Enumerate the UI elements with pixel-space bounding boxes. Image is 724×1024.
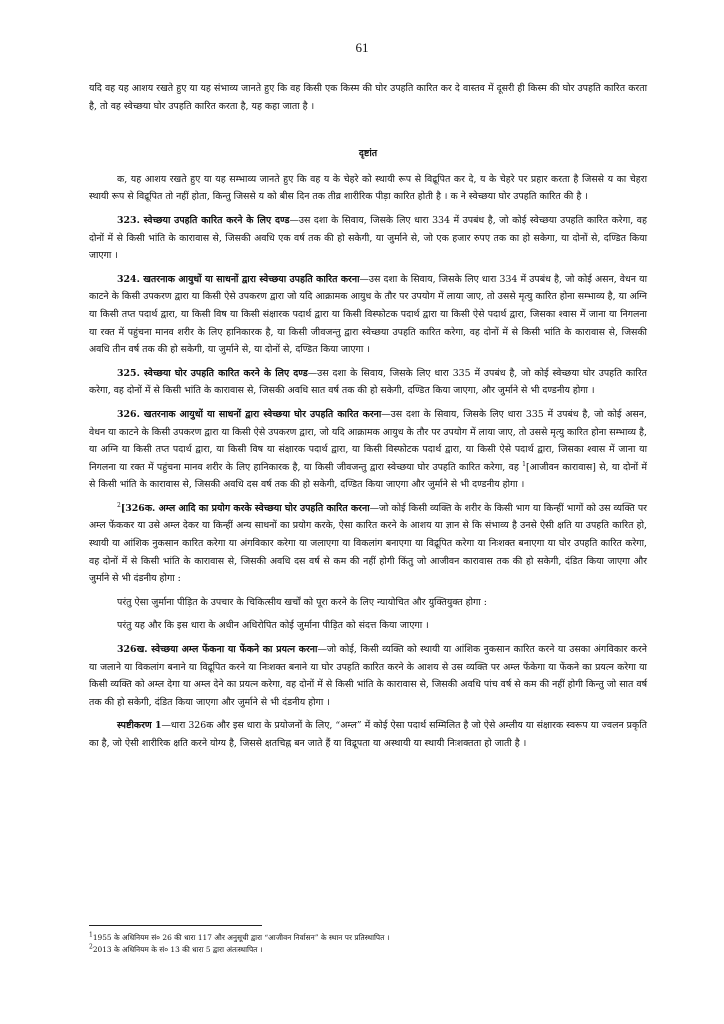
section-324-text: —उस दशा के सिवाय, जिसके लिए धारा 334 में उपबंध है, जो कोई असन, वेधन या काटने के किसी उपकरण द्वारा या किसी ऐसे उपकरण द्वारा जो यदि आक्रामक आयुध के तौर पर उपयोग में लाया जाए, तो उससे मृत्यु कारित होना सम्भाव्य है, या अग्नि या किसी तप्त पदार्थ द्वारा, या किसी विष या किसी संक्षारक पदार्थ द्वारा या किसी विस्फोटक पदार्थ द्वारा या किसी ऐसे पदार्थ द्वारा, जिसका श्वास में जाना या निगलना या रक्त में पहुंचना मानव शरीर के लिए हानिकारक है, या किसी जीवजन्तु द्वारा स्वेच्छया उपहति कारित करेगा, वह दोनों में से किसी भांति के कारावास से, जिसकी अवधि तीन वर्ष तक की हो सकेगी, या जुर्माने से, या दोनों से, दण्डित किया जाएगा । — [89, 273, 647, 356]
section-326a-text: —जो कोई किसी व्यक्ति के शरीर के किसी भाग या किन्हीं भागों को उस व्यक्ति पर अम्ल फेंककर या उसे अम्ल देकर या किन्हीं अन्य साधनों का प्रयोग करके, ऐसा कारित करने के आशय या ज्ञान से कि संभाव्य है उनसे ऐसी क्षति या उपहति कारित हो, स्थायी या आंशिक नुकसान कारित करेगा या अंगविकार करेगा या जलाएगा या विकलांग बनाएगा या विद्रूपित करेगा या निःशक्त बनाएगा या घोर उपहति कारित करेगा, वह दोनों में से किसी भांति के कारावास से, जिसकी अवधि दस वर्ष से कम की नहीं होगी किंतु जो आजीवन कारावास तक की हो सकेगी, दंडित किया जाएगा और जुर्माने से भी दंडनीय होगा : — [89, 502, 647, 585]
section-324-title: 324. खतरनाक आयुधों या साधनों द्वारा स्वेच्छया उपहति कारित करना — [117, 273, 360, 285]
section-326a-proviso-1: परंतु ऐसा जुर्माना पीड़ित के उपचार के चिकित्सीय खर्चों को पूरा करने के लिए न्यायोचित और युक्तियुक्त होगा : — [117, 596, 487, 608]
section-326a-proviso-2: परंतु यह और कि इस धारा के अधीन अधिरोपित कोई जुर्माना पीड़ित को संदत्त किया जाएगा । — [117, 620, 429, 632]
section-326b-explanation — [89, 717, 647, 752]
footnote-2 — [89, 944, 647, 956]
section-326a-title: [326क. अम्ल आदि का प्रयोग करके स्वेच्छया घोर उपहति कारित करना — [120, 502, 370, 514]
page-number: 61 — [355, 40, 369, 55]
section-325-title: 325. स्वेच्छया घोर उपहति कारित करने के लिए दण्ड — [117, 367, 308, 379]
section-323 — [89, 212, 647, 265]
intro-paragraph: यदि वह यह आशय रखते हुए या यह संभाव्य जानते हुए कि वह किसी एक किस्म की घोर उपहति कारित कर दे वास्तव में दूसरी ही किस्म की घोर उपहति कारित करता है, तो वह स्वेच्छया घोर उपहति कारित करता है, यह कहा जाता है । — [89, 83, 647, 112]
explanation-text: —धारा 326क और इस धारा के प्रयोजनों के लिए, “अम्ल” में कोई ऐसा पदार्थ सम्मिलित है जो ऐसे अम्लीय या संक्षारक स्वरूप या ज्वलन प्रकृति का है, जो ऐसी शारीरिक क्षति करने योग्य है, जिससे क्षतचिह्न बन जाते हैं या विद्रूपता या अस्थायी या स्थायी निःशक्तता हो जाती है । — [89, 720, 647, 749]
section-325-text: —उस दशा के सिवाय, जिसके लिए धारा 335 में उपबंध है, जो कोई स्वेच्छया घोर उपहति कारित करेगा, वह दोनों में से किसी भांति के कारावास से, जिसकी अवधि सात वर्ष तक की हो सकेगी, दण्डित किया जाएगा, और जुर्माने से भी दण्डनीय होगा । — [89, 367, 647, 397]
section-324 — [89, 271, 647, 359]
footnote-1 — [89, 932, 647, 944]
section-326 — [89, 406, 647, 494]
section-326-title: 326. खतरनाक आयुधों या साधनों द्वारा स्वेच्छया घोर उपहति कारित करना — [117, 408, 382, 420]
illustration-heading: दृष्टांत — [358, 148, 378, 160]
footnote-divider — [89, 925, 262, 926]
footnote-mark: 1 — [89, 931, 93, 939]
page-body — [89, 80, 647, 759]
section-323-title: 323. स्वेच्छया उपहति कारित करने के लिए दण्ड — [117, 214, 290, 226]
section-323-text: —उस दशा के सिवाय, जिसके लिए धारा 334 में उपबंध है, जो कोई स्वेच्छया उपहति कारित करेगा, वह दोनों में से किसी भांति के कारावास से, जिसकी अवधि एक वर्ष तक की हो सकेगी, या जुर्माने से, जो एक हजार रुपए तक का हो सकेगा, या दोनों से, दण्डित किया जाएगा । — [89, 214, 647, 262]
footnote-text: 1955 के अधिनियम सं० 26 की धारा 117 और अनुसूची द्वारा “आजीवन निर्वासन” के स्थान पर प्रतिस्थापित । — [92, 933, 390, 942]
section-326b-text: —जो कोई, किसी व्यक्ति को स्थायी या आंशिक नुकसान कारित करने या उसका अंगविकार करने या जलाने या विकलांग बनाने या विद्रूपित करने या निःशक्त बनाने या घोर उपहति कारित करने के आशय से उस व्यक्ति पर अम्ल फेंकेगा या फेंकने का प्रयत्न करेगा या किसी व्यक्ति को अम्ल देगा या अम्ल देने का प्रयत्न करेगा, वह दोनों में से किसी भांति के कारावास से, जिसकी अवधि पांच वर्ष से कम की नहीं होगी किन्तु जो सात वर्ष तक की हो सकेगी, दंडित किया जाएगा और जुर्माने से भी दंडनीय होगा । — [89, 644, 647, 708]
section-326b — [89, 641, 647, 711]
section-326b-title: 326ख. स्वेच्छया अम्ल फेंकना या फेंकने का प्रयत्न करना — [117, 644, 318, 656]
section-326a — [89, 500, 647, 588]
section-326-text-a: —उस दशा के सिवाय, जिसके लिए धारा 335 में उपबंध है, जो कोई असन, वेधन या काटने के किसी उपकरण द्वारा या किसी ऐसे उपकरण द्वारा, जो यदि आक्रामक आयुध के तौर पर उपयोग में लाया जाए, तो उससे मृत्यु कारित होना सम्भाव्य है, या अग्नि या किसी तप्त पदार्थ द्वारा, या किसी विष या संक्षारक पदार्थ द्वारा, या किसी विस्फोटक पदार्थ द्वारा, या किसी ऐसे पदार्थ द्वारा, जिसका श्वास में जाना या निगलना या रक्त में पहुंचना मानव शरीर के लिए हानिकारक है, या किसी जीवजन्तु द्वारा स्वेच्छया घोर उपहति कारित करेगा, वह — [89, 408, 647, 473]
footnote-ref[interactable]: 1 — [522, 460, 526, 468]
illustration-text: क, यह आशय रखते हुए या यह सम्भाव्य जानते हुए कि वह य के चेहरे को स्थायी रूप से विद्रूपित कर दे, य के चेहरे पर प्रहार करता है जिससे य का चेहरा स्थायी रूप से विद्रूपित तो नहीं होता, किन्तु जिससे य को बीस दिन तक तीव्र शारीरिक पीड़ा कारित होती है । क ने स्वेच्छया घोर उपहति कारित की है । — [89, 173, 647, 203]
explanation-title: स्पष्टीकरण 1 — [117, 720, 162, 732]
section-326-text-b: [आजीवन कारावास] से, या दोनों में से किसी भांति के कारावास से, जिसकी अवधि दस वर्ष तक की हो सकेगी, दण्डित किया जाएगा और जुर्माने से भी दण्डनीय होगा । — [89, 461, 648, 491]
section-325 — [89, 365, 647, 400]
footnote-mark: 2 — [89, 943, 93, 951]
footnote-text: 2013 के अधिनियम के सं० 13 की धारा 5 द्वारा अंतःस्थापित । — [92, 945, 263, 954]
footnote-ref[interactable]: 2 — [117, 501, 121, 509]
footnotes — [89, 932, 647, 956]
